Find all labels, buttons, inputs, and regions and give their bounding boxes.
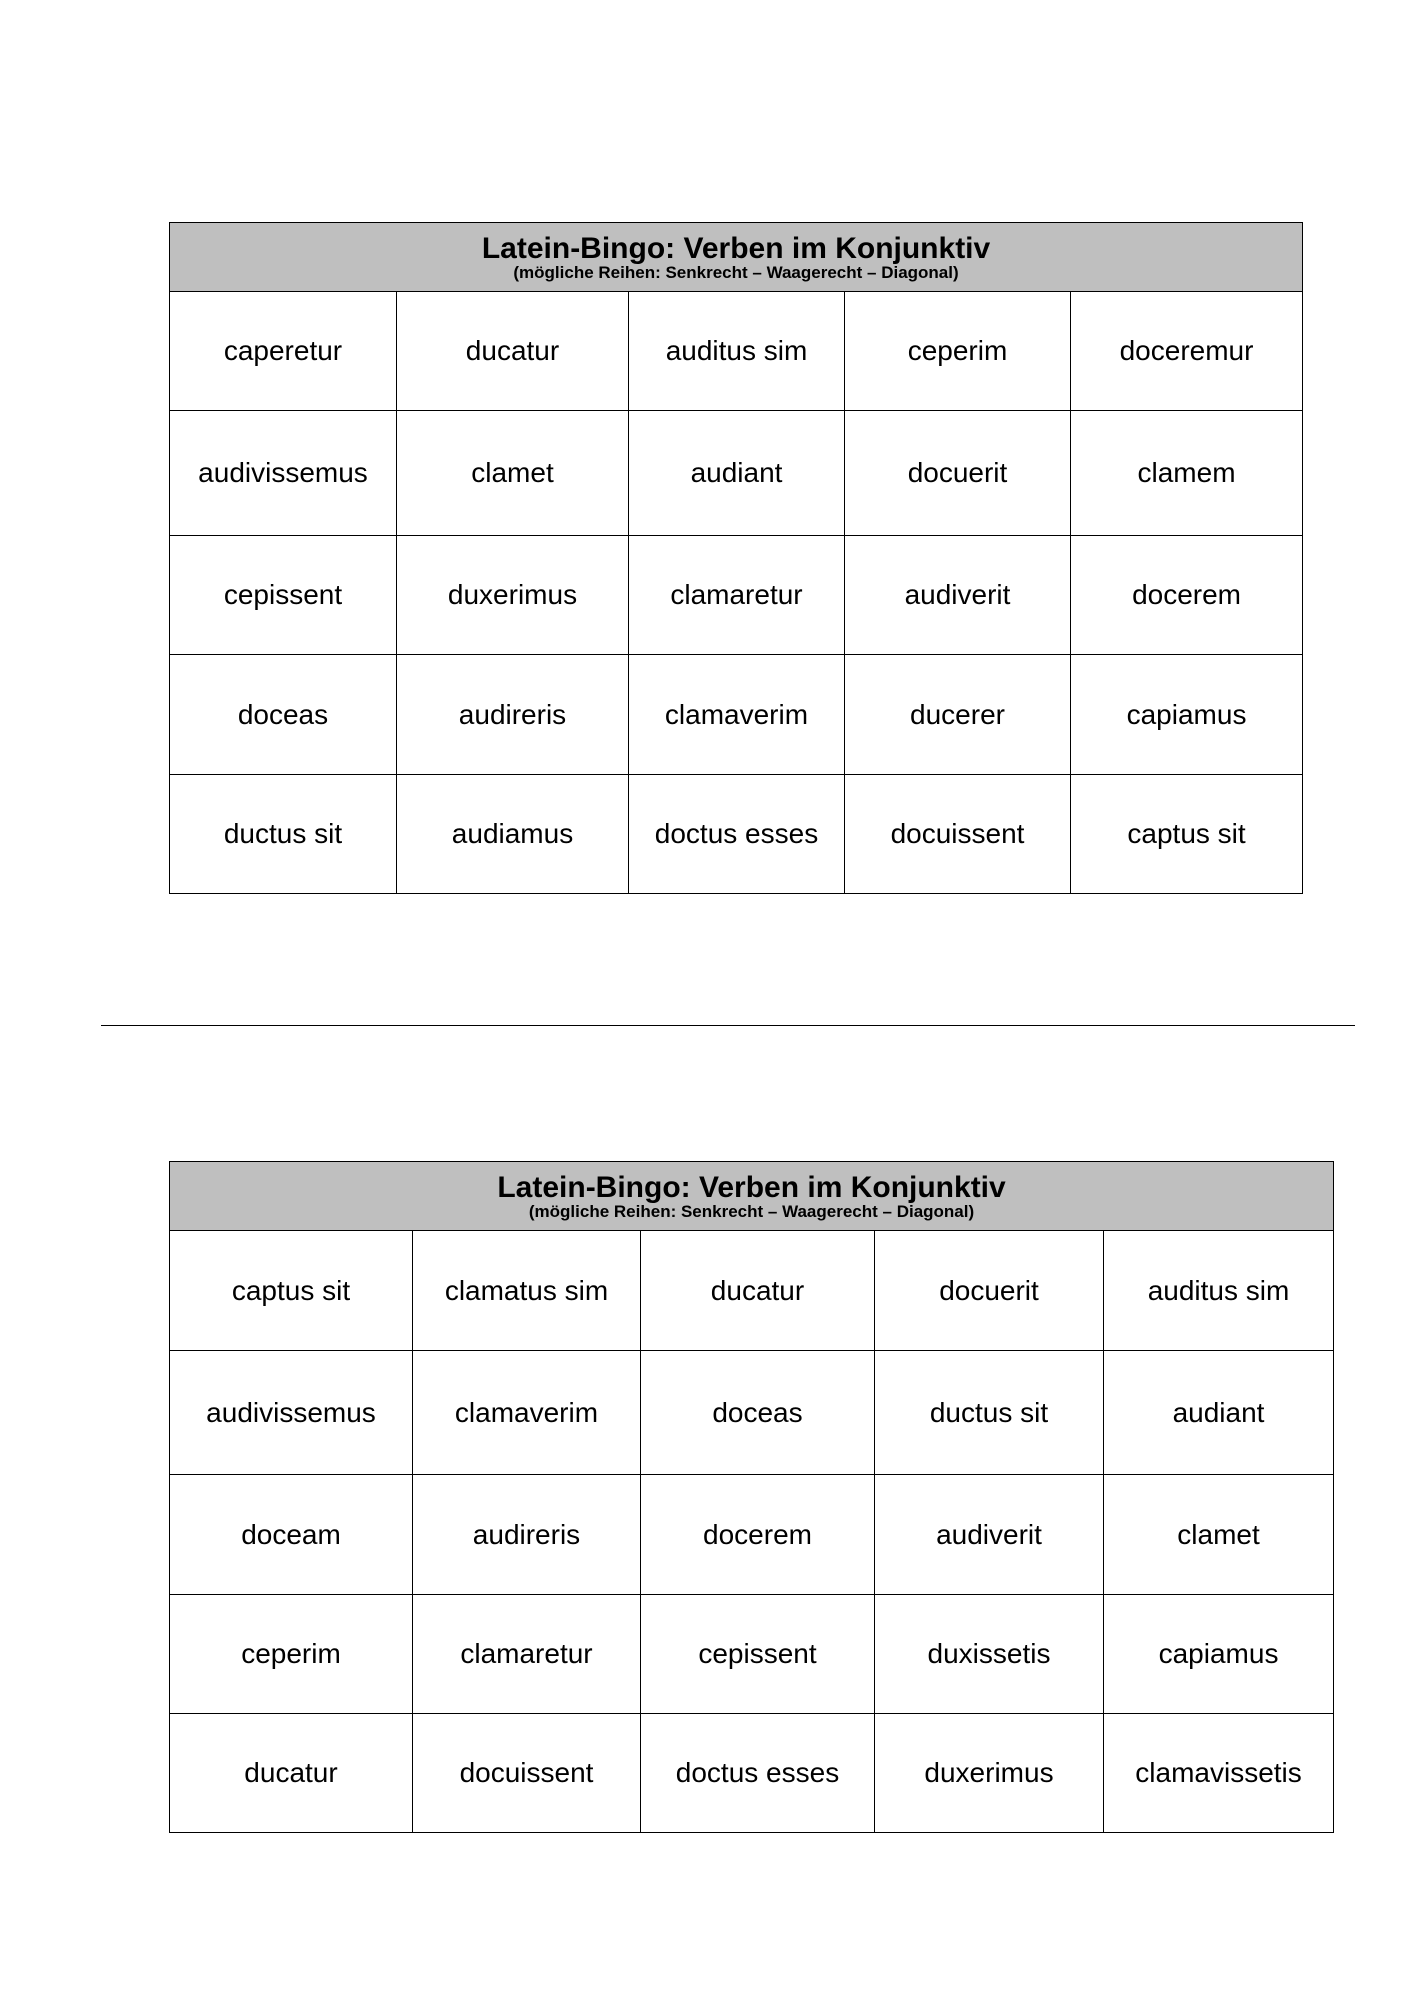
bingo-cell[interactable]: caperetur	[170, 292, 397, 411]
bingo-cell[interactable]: clamem	[1071, 411, 1303, 536]
bingo-card-1	[169, 222, 1303, 894]
bingo-cell[interactable]: ducatur	[397, 292, 629, 411]
card-subtitle: (mögliche Reihen: Senkrecht – Waagerecht – Diagonal)	[528, 1202, 975, 1222]
bingo-cell[interactable]: clamaverim	[413, 1351, 641, 1475]
bingo-row	[170, 655, 1303, 775]
bingo-row	[170, 1714, 1334, 1833]
bingo-cell[interactable]: audivissemus	[170, 1351, 413, 1475]
bingo-cell[interactable]: docuissent	[845, 775, 1071, 894]
bingo-cell[interactable]: auditus sim	[1104, 1231, 1334, 1351]
bingo-cell[interactable]: clamaretur	[413, 1595, 641, 1714]
cut-line-divider	[101, 1025, 1355, 1026]
bingo-cell[interactable]: doctus esses	[641, 1714, 875, 1833]
bingo-cell[interactable]: cepissent	[170, 536, 397, 655]
bingo-row	[170, 411, 1303, 536]
bingo-cell[interactable]: ductus sit	[170, 775, 397, 894]
card-title: Latein-Bingo: Verben im Konjunktiv	[481, 231, 991, 265]
bingo-row	[170, 536, 1303, 655]
bingo-cell[interactable]: ducatur	[641, 1231, 875, 1351]
card-title: Latein-Bingo: Verben im Konjunktiv	[497, 1170, 1006, 1204]
bingo-cell[interactable]: ductus sit	[875, 1351, 1104, 1475]
bingo-cell[interactable]: capiamus	[1071, 655, 1303, 775]
bingo-cell[interactable]: clamatus sim	[413, 1231, 641, 1351]
bingo-cell[interactable]: captus sit	[1071, 775, 1303, 894]
bingo-cell[interactable]: ceperim	[170, 1595, 413, 1714]
bingo-row	[170, 1351, 1334, 1475]
bingo-cell[interactable]: duxerimus	[397, 536, 629, 655]
bingo-cell[interactable]: capiamus	[1104, 1595, 1334, 1714]
bingo-cell[interactable]: ducerer	[845, 655, 1071, 775]
bingo-cell[interactable]: audiverit	[845, 536, 1071, 655]
bingo-cell[interactable]: clamet	[397, 411, 629, 536]
card-header	[170, 1162, 1334, 1231]
bingo-cell[interactable]: audiant	[629, 411, 845, 536]
bingo-cell[interactable]: doctus esses	[629, 775, 845, 894]
card-header	[170, 223, 1303, 292]
bingo-cell[interactable]: doceas	[641, 1351, 875, 1475]
bingo-cell[interactable]: ceperim	[845, 292, 1071, 411]
bingo-cell[interactable]: audiant	[1104, 1351, 1334, 1475]
bingo-cell[interactable]: ducatur	[170, 1714, 413, 1833]
bingo-cell[interactable]: cepissent	[641, 1595, 875, 1714]
bingo-cell[interactable]: docerem	[1071, 536, 1303, 655]
bingo-cell[interactable]: docuerit	[845, 411, 1071, 536]
bingo-cell[interactable]: doceam	[170, 1475, 413, 1595]
bingo-cell[interactable]: auditus sim	[629, 292, 845, 411]
bingo-cell[interactable]: duxissetis	[875, 1595, 1104, 1714]
bingo-cell[interactable]: clamaretur	[629, 536, 845, 655]
bingo-cell[interactable]: audiverit	[875, 1475, 1104, 1595]
bingo-cell[interactable]: duxerimus	[875, 1714, 1104, 1833]
bingo-cell[interactable]: audiamus	[397, 775, 629, 894]
bingo-card-2	[169, 1161, 1334, 1833]
bingo-row	[170, 1231, 1334, 1351]
card-subtitle: (mögliche Reihen: Senkrecht – Waagerecht – Diagonal)	[513, 263, 959, 283]
bingo-row	[170, 292, 1303, 411]
bingo-cell[interactable]: audireris	[397, 655, 629, 775]
bingo-cell[interactable]: docerem	[641, 1475, 875, 1595]
bingo-row	[170, 775, 1303, 894]
bingo-cell[interactable]: audivissemus	[170, 411, 397, 536]
bingo-cell[interactable]: docuissent	[413, 1714, 641, 1833]
bingo-cell[interactable]: captus sit	[170, 1231, 413, 1351]
bingo-cell[interactable]: clamavissetis	[1104, 1714, 1334, 1833]
bingo-cell[interactable]: doceas	[170, 655, 397, 775]
bingo-cell[interactable]: clamet	[1104, 1475, 1334, 1595]
bingo-cell[interactable]: doceremur	[1071, 292, 1303, 411]
bingo-row	[170, 1475, 1334, 1595]
bingo-row	[170, 1595, 1334, 1714]
bingo-cell[interactable]: clamaverim	[629, 655, 845, 775]
bingo-cell[interactable]: audireris	[413, 1475, 641, 1595]
bingo-cell[interactable]: docuerit	[875, 1231, 1104, 1351]
